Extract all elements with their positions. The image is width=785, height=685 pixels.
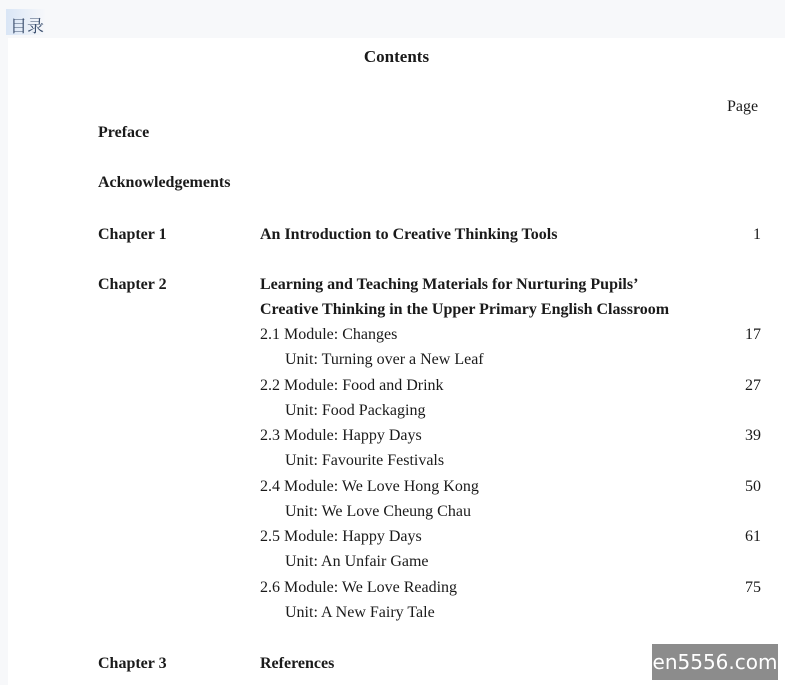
toc-chapter-2-title-line2: Creative Thinking in the Upper Primary English Classroom: [260, 301, 670, 318]
toc-module-page: 27: [745, 377, 761, 394]
toc-module: 2.4 Module: We Love Hong Kong: [260, 478, 479, 495]
toc-preface: Preface: [98, 124, 150, 141]
toc-unit: Unit: An Unfair Game: [285, 553, 429, 570]
toc-module-page: 17: [745, 326, 761, 343]
section-label: 目录: [10, 12, 44, 37]
toc-module: 2.3 Module: Happy Days: [260, 427, 422, 444]
toc-chapter-3-title: References: [260, 655, 335, 672]
toc-chapter-2-title-line1: Learning and Teaching Materials for Nurturing Pupils’: [260, 276, 639, 293]
toc-chapter-2-label: Chapter 2: [98, 276, 167, 293]
toc-acknowledgements: Acknowledgements: [98, 174, 231, 191]
document-page: [8, 38, 785, 685]
toc-module-page: 39: [745, 427, 761, 444]
toc-module-page: 61: [745, 528, 761, 545]
toc-module: 2.6 Module: We Love Reading: [260, 579, 458, 596]
toc-chapter-1-label: Chapter 1: [98, 226, 167, 243]
toc-unit: Unit: We Love Cheung Chau: [285, 503, 471, 520]
toc-module: 2.2 Module: Food and Drink: [260, 377, 444, 394]
toc-unit: Unit: Food Packaging: [285, 402, 426, 419]
page-column-header: Page: [727, 98, 759, 115]
toc-module-page: 75: [745, 579, 761, 596]
toc-unit: Unit: Favourite Festivals: [285, 452, 445, 469]
toc-unit: Unit: Turning over a New Leaf: [285, 351, 484, 368]
page-title: Contents: [363, 47, 430, 66]
toc-chapter-1-page: 1: [753, 226, 761, 243]
watermark-logo: en5556.com: [650, 642, 780, 682]
toc-chapter-1-title: An Introduction to Creative Thinking Tools: [260, 226, 558, 243]
toc-module: 2.5 Module: Happy Days: [260, 528, 422, 545]
toc-unit: Unit: A New Fairy Tale: [285, 604, 435, 621]
toc-module-page: 50: [745, 478, 761, 495]
toc-module: 2.1 Module: Changes: [260, 326, 398, 343]
toc-chapter-3-label: Chapter 3: [98, 655, 167, 672]
